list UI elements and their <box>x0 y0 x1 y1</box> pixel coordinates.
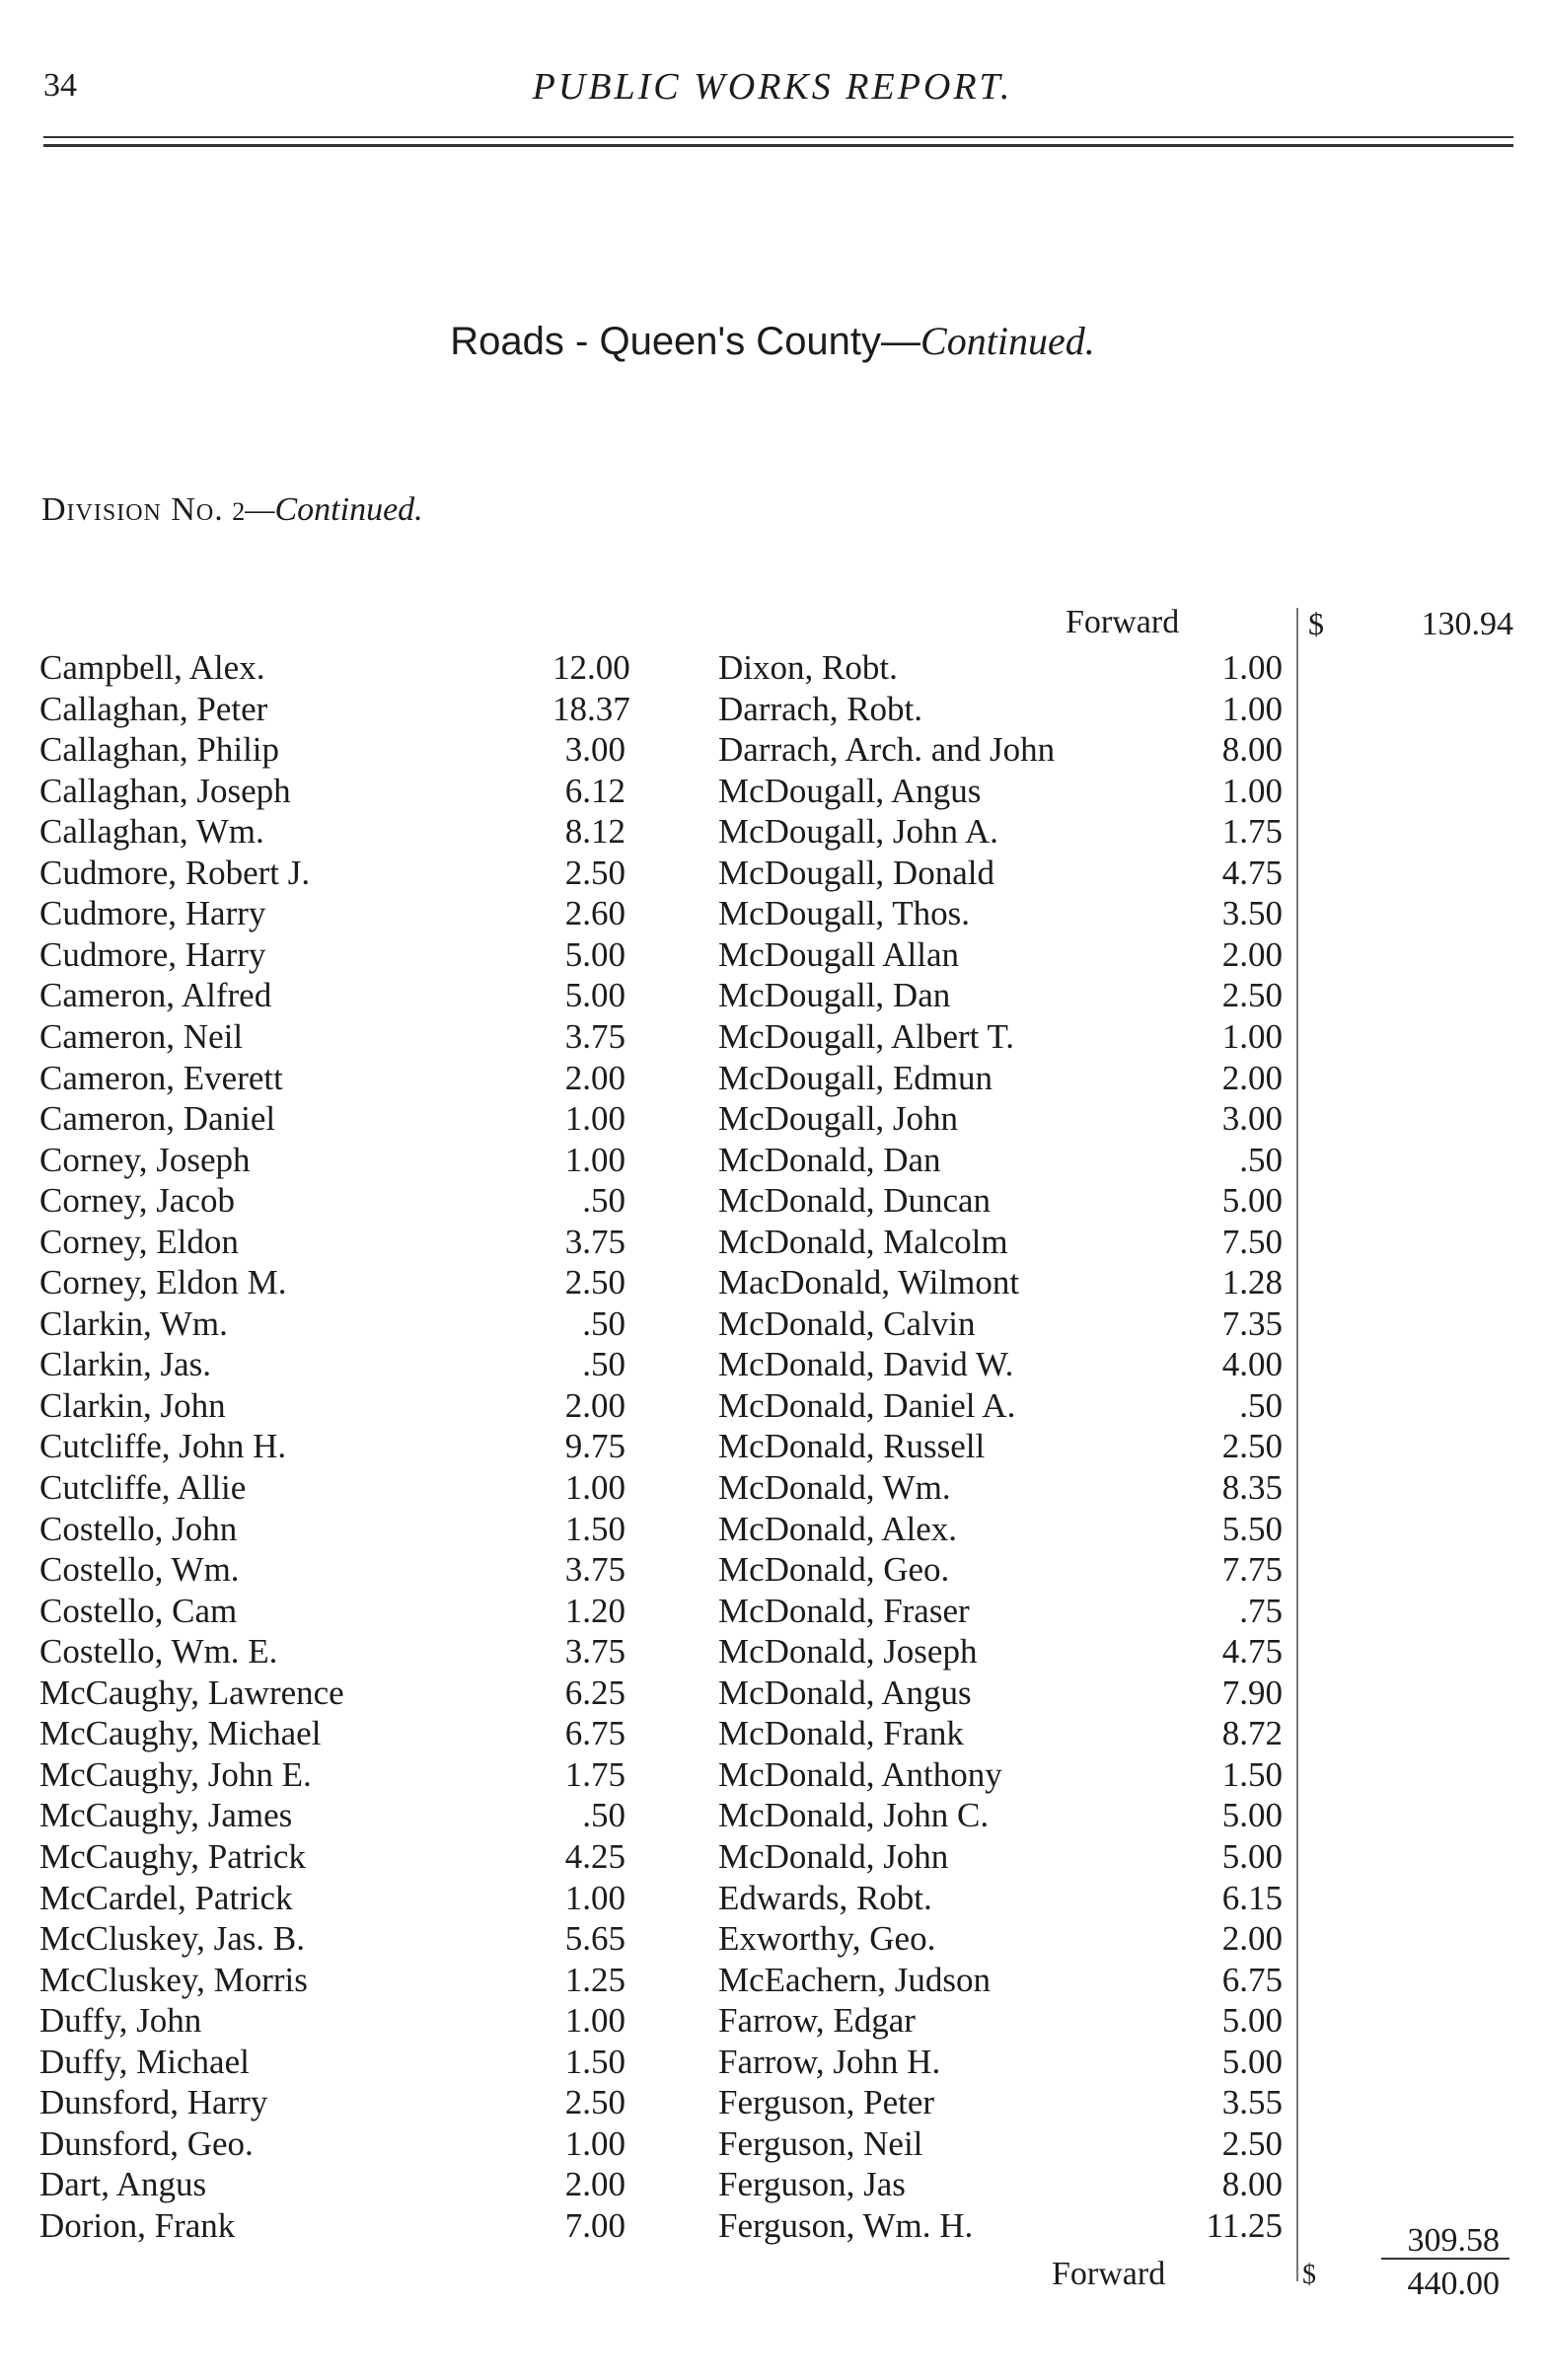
right-entry-name: Edwards, Robt. <box>718 1879 932 1917</box>
right-entry-amount: 2.00 <box>1221 935 1283 974</box>
right-entry-amount: 2.50 <box>1221 2124 1283 2163</box>
left-entry-name: Cudmore, Harry <box>39 894 266 932</box>
left-entry-amount: 1.00 <box>564 1468 625 1507</box>
section-title-continued: Continued. <box>920 319 1095 363</box>
right-entry-amount: 1.75 <box>1221 812 1283 851</box>
left-entry-amount: 1.00 <box>564 2001 625 2040</box>
section-title-text: Roads - Queen's County— <box>450 320 921 363</box>
right-entry-amount: 2.50 <box>1221 1427 1283 1465</box>
forward-label-bottom: Forward <box>1052 2256 1166 2292</box>
right-entry-amount: 2.50 <box>1221 976 1283 1014</box>
right-entry-name: McDonald, John C. <box>718 1796 990 1834</box>
left-entry-name: Cutcliffe, John H. <box>39 1427 287 1465</box>
running-head: PUBLIC WORKS REPORT. <box>532 66 1013 108</box>
left-entry-amount: 1.25 <box>564 1961 625 1999</box>
right-entry-amount: 5.00 <box>1221 1181 1283 1220</box>
left-entry-name: McCardel, Patrick <box>39 1879 293 1917</box>
left-entry-amount: 2.50 <box>564 1263 625 1302</box>
right-entry-name: Darrach, Arch. and John <box>718 730 1056 769</box>
right-entry-amount: 5.00 <box>1221 1837 1283 1876</box>
left-entry-amount: 7.00 <box>564 2206 625 2245</box>
left-entry-name: Clarkin, Wm. <box>39 1304 228 1343</box>
right-entry-amount: 3.50 <box>1221 894 1283 932</box>
right-entry-name: McDonald, Daniel A. <box>718 1386 1016 1425</box>
left-entry-name: Corney, Joseph <box>39 1141 251 1179</box>
right-entry-name: McDougall, John A. <box>718 812 998 851</box>
right-entry-name: Ferguson, Jas <box>718 2165 906 2203</box>
left-entry-name: McCluskey, Morris <box>39 1961 308 1999</box>
left-entry-amount: 2.50 <box>564 854 625 892</box>
left-entry-amount: .50 <box>582 1181 625 1220</box>
right-entry-name: Ferguson, Peter <box>718 2083 935 2121</box>
left-entry-name: Cameron, Neil <box>39 1017 244 1056</box>
right-entry-amount: 2.00 <box>1221 1919 1283 1958</box>
right-entry-name: McEachern, Judson <box>718 1961 992 1999</box>
right-entry-name: McDonald, Joseph <box>718 1632 978 1671</box>
right-entry-name: McDonald, Russell <box>718 1427 986 1465</box>
left-entry-name: Costello, Wm. E. <box>39 1632 278 1671</box>
left-entry-name: Corney, Eldon M. <box>39 1263 287 1302</box>
right-entry-amount: 3.55 <box>1221 2083 1283 2121</box>
left-entry-amount: 12.00 <box>552 648 630 687</box>
left-entry-amount: 1.00 <box>564 1099 625 1138</box>
right-entry-name: McDonald, Wm. <box>718 1468 951 1507</box>
right-entry-name: McDougall, John <box>718 1099 959 1138</box>
left-entry-name: Cudmore, Harry <box>39 935 266 974</box>
right-entry-amount: 3.00 <box>1221 1099 1283 1138</box>
right-entry-amount: 5.00 <box>1221 2043 1283 2081</box>
left-entry-amount: 3.75 <box>564 1632 625 1671</box>
right-entry-name: McDonald, Frank <box>718 1714 964 1752</box>
left-entry-name: Cudmore, Robert J. <box>39 854 311 892</box>
right-entry-name: McDougall, Thos. <box>718 894 971 932</box>
right-entry-amount: .50 <box>1239 1141 1283 1179</box>
forward-total: 440.00 <box>1407 2266 1500 2302</box>
right-entry-name: McDonald, John <box>718 1837 949 1876</box>
right-entry-amount: 8.00 <box>1221 730 1283 769</box>
subtotal-amount: 309.58 <box>1407 2222 1500 2259</box>
right-entry-name: McDougall, Edmun <box>718 1059 993 1097</box>
right-entry-name: McDonald, Dan <box>718 1141 941 1179</box>
right-entry-amount: 4.75 <box>1221 1632 1283 1671</box>
left-entry-name: Callaghan, Peter <box>39 690 268 728</box>
left-entry-name: Callaghan, Wm. <box>39 812 264 851</box>
forward-amount-top: 130.94 <box>1421 606 1513 642</box>
left-entry-amount: 3.00 <box>564 730 625 769</box>
left-entry-amount: .50 <box>582 1796 625 1834</box>
left-entry-name: Duffy, John <box>39 2001 202 2040</box>
left-entry-amount: 2.50 <box>564 2083 625 2121</box>
right-entry-amount: 1.00 <box>1221 648 1283 687</box>
left-entry-amount: 3.75 <box>564 1223 625 1261</box>
left-entry-amount: 2.00 <box>564 2165 625 2203</box>
left-entry-name: Cutcliffe, Allie <box>39 1468 247 1507</box>
right-entry-amount: 4.75 <box>1221 854 1283 892</box>
right-entry-name: McDonald, Fraser <box>718 1592 970 1630</box>
right-entry-name: McDougall, Dan <box>718 976 951 1014</box>
left-entry-name: McCaughy, Michael <box>39 1714 322 1752</box>
right-entry-name: Exworthy, Geo. <box>718 1919 936 1958</box>
right-entry-name: McDougall, Albert T. <box>718 1017 1015 1056</box>
left-entry-amount: 6.75 <box>564 1714 625 1752</box>
right-entry-name: McDonald, Geo. <box>718 1550 950 1589</box>
left-entry-amount: 6.12 <box>564 772 625 810</box>
division-label: Division No. <box>41 491 224 528</box>
left-entry-name: Costello, Wm. <box>39 1550 240 1589</box>
left-entry-name: McCaughy, Lawrence <box>39 1673 344 1712</box>
right-entry-name: McDonald, Malcolm <box>718 1223 1008 1261</box>
right-entry-amount: 1.00 <box>1221 690 1283 728</box>
left-entry-amount: .50 <box>582 1345 625 1383</box>
right-entry-name: McDonald, David W. <box>718 1345 1014 1383</box>
sum-rule <box>1381 2258 1509 2260</box>
left-entry-amount: .50 <box>582 1304 625 1343</box>
right-entry-amount: 5.50 <box>1221 1510 1283 1548</box>
right-entry-name: MacDonald, Wilmont <box>718 1263 1020 1302</box>
right-entry-name: Darrach, Robt. <box>718 690 923 728</box>
left-entry-name: Campbell, Alex. <box>39 648 265 687</box>
left-entry-name: Clarkin, Jas. <box>39 1345 212 1383</box>
right-entry-name: McDougall, Angus <box>718 772 982 810</box>
right-entry-amount: 7.50 <box>1221 1223 1283 1261</box>
right-entry-name: McDonald, Angus <box>718 1673 972 1712</box>
right-entry-name: McDonald, Duncan <box>718 1181 992 1220</box>
right-entry-name: Farrow, Edgar <box>718 2001 916 2040</box>
right-entry-amount: 1.00 <box>1221 772 1283 810</box>
left-entry-amount: 2.60 <box>564 894 625 932</box>
left-entry-name: Cameron, Everett <box>39 1059 283 1097</box>
left-entry-amount: 6.25 <box>564 1673 625 1712</box>
left-entry-amount: 5.00 <box>564 935 625 974</box>
right-entry-amount: 4.00 <box>1221 1345 1283 1383</box>
left-entry-name: Dunsford, Harry <box>39 2083 268 2121</box>
right-entry-amount: 7.90 <box>1221 1673 1283 1712</box>
left-entry-amount: 2.00 <box>564 1059 625 1097</box>
right-entry-amount: 2.00 <box>1221 1059 1283 1097</box>
division-number: 2 <box>232 497 246 526</box>
right-entry-amount: 7.35 <box>1221 1304 1283 1343</box>
left-entry-amount: 1.00 <box>564 1141 625 1179</box>
right-entry-name: McDonald, Anthony <box>718 1755 1002 1794</box>
left-entry-amount: 4.25 <box>564 1837 625 1876</box>
left-entry-name: Dorion, Frank <box>39 2206 236 2245</box>
left-entry-amount: 1.00 <box>564 2124 625 2163</box>
right-entry-amount: 1.28 <box>1221 1263 1283 1302</box>
right-entry-amount: 8.35 <box>1221 1468 1283 1507</box>
right-entry-amount: 8.00 <box>1221 2165 1283 2203</box>
dollar-sign-top: $ <box>1308 606 1324 641</box>
left-entry-name: Cameron, Alfred <box>39 976 272 1014</box>
left-entry-amount: 3.75 <box>564 1550 625 1589</box>
page-number: 34 <box>43 67 77 104</box>
left-entry-amount: 3.75 <box>564 1017 625 1056</box>
right-entry-name: McDougall Allan <box>718 935 959 974</box>
right-entry-amount: 5.00 <box>1221 2001 1283 2040</box>
right-entry-name: Dixon, Robt. <box>718 648 898 687</box>
left-entry-amount: 1.20 <box>564 1592 625 1630</box>
left-entry-name: Cameron, Daniel <box>39 1099 276 1138</box>
right-entry-name: McDonald, Calvin <box>718 1304 976 1343</box>
left-entry-name: Corney, Eldon <box>39 1223 239 1261</box>
right-entry-name: Farrow, John H. <box>718 2043 941 2081</box>
left-entry-amount: 8.12 <box>564 812 625 851</box>
left-entry-amount: 1.75 <box>564 1755 625 1794</box>
left-entry-amount: 2.00 <box>564 1386 625 1425</box>
left-entry-name: Dunsford, Geo. <box>39 2124 254 2163</box>
forward-label-top: Forward <box>1066 604 1180 640</box>
left-entry-name: Corney, Jacob <box>39 1181 235 1220</box>
left-entry-amount: 9.75 <box>564 1427 625 1465</box>
right-entry-amount: .50 <box>1239 1386 1283 1425</box>
right-entry-name: Ferguson, Neil <box>718 2124 923 2163</box>
left-entry-name: McCaughy, Patrick <box>39 1837 306 1876</box>
right-entry-name: McDougall, Donald <box>718 854 994 892</box>
right-entry-amount: .75 <box>1239 1592 1283 1630</box>
left-entry-name: McCaughy, James <box>39 1796 293 1834</box>
left-entry-name: Duffy, Michael <box>39 2043 250 2081</box>
left-entry-name: Dart, Angus <box>39 2165 207 2203</box>
left-entry-name: Costello, John <box>39 1510 238 1548</box>
left-entry-amount: 1.50 <box>564 1510 625 1548</box>
left-entry-name: Clarkin, John <box>39 1386 226 1425</box>
left-entry-amount: 1.50 <box>564 2043 625 2081</box>
left-entry-amount: 5.00 <box>564 976 625 1014</box>
right-entry-amount: 5.00 <box>1221 1796 1283 1834</box>
right-entry-amount: 1.00 <box>1221 1017 1283 1056</box>
right-entry-amount: 11.25 <box>1206 2206 1283 2245</box>
left-entry-amount: 5.65 <box>564 1919 625 1958</box>
right-entry-name: McDonald, Alex. <box>718 1510 958 1548</box>
right-entry-amount: 6.75 <box>1221 1961 1283 1999</box>
dollar-sign-bottom: $ <box>1302 2260 1316 2290</box>
right-entry-name: Ferguson, Wm. H. <box>718 2206 974 2245</box>
left-entry-name: Callaghan, Philip <box>39 730 280 769</box>
left-entry-name: Callaghan, Joseph <box>39 772 291 810</box>
division-continued: —Continued. <box>245 491 423 528</box>
left-entry-name: McCaughy, John E. <box>39 1755 312 1794</box>
right-entry-amount: 8.72 <box>1221 1714 1283 1752</box>
left-entry-amount: 1.00 <box>564 1879 625 1917</box>
right-entry-amount: 1.50 <box>1221 1755 1283 1794</box>
right-entry-amount: 6.15 <box>1221 1879 1283 1917</box>
right-entry-amount: 7.75 <box>1221 1550 1283 1589</box>
left-entry-amount: 18.37 <box>552 690 630 728</box>
left-entry-name: Costello, Cam <box>39 1592 238 1630</box>
left-entry-name: McCluskey, Jas. B. <box>39 1919 305 1958</box>
